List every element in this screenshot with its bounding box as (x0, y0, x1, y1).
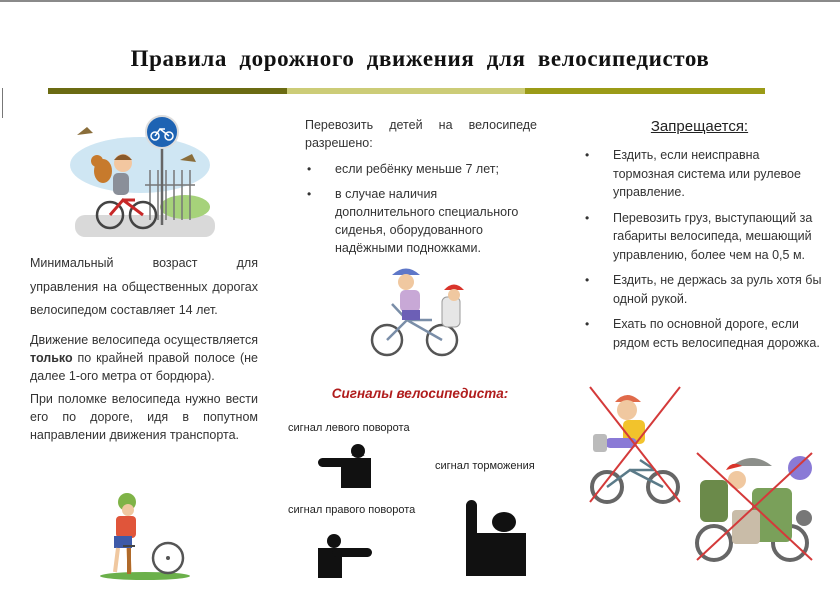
child-transport-intro: Перевозить детей на велосипеде разрешено: (305, 118, 537, 150)
bullet-icon: • (585, 317, 590, 331)
right-lane-text (30, 331, 258, 385)
bullet-icon: • (585, 210, 590, 225)
min-age-paragraph (30, 252, 258, 323)
bullet-icon: • (585, 273, 590, 287)
top-border (0, 0, 840, 2)
list-item (583, 271, 823, 308)
list-item-text: Ездить, не держась за руль хотя бы одной рукой. (613, 273, 822, 306)
bicycle-road-sign (146, 116, 178, 148)
left-turn-signal-icon (318, 442, 374, 488)
min-age-text: Минимальный возраст для управления на общественных дорогах велосипедом составляет 14 лет. (30, 256, 258, 317)
no-hands-forbidden-illustration (585, 382, 685, 507)
bullet-icon: • (307, 162, 312, 176)
cyclist-with-dog-illustration (55, 105, 215, 240)
list-item-text: если ребёнку меньше 7 лет; (335, 162, 499, 176)
right-lane-emphasis: только (30, 351, 73, 365)
breakdown-text: При поломке велосипеда нужно вести его по дороге, идя в попутном направлении движения транспорта. (30, 392, 258, 442)
title-rule-dark (48, 88, 287, 94)
list-item (583, 315, 823, 352)
forbidden-heading: Запрещается: (650, 118, 749, 135)
overloaded-cargo-forbidden-illustration (692, 448, 817, 566)
list-item (305, 160, 537, 178)
right-lane-text-start: Движение велосипеда осуществляется (30, 333, 258, 347)
list-item (305, 185, 537, 257)
signals-heading: Сигналы велосипедиста: (331, 386, 509, 401)
list-item-text: Ехать по основной дороге, если рядом есть велосипедная дорожка. (613, 317, 820, 350)
forbidden-section (583, 146, 823, 359)
braking-label: сигнал торможения (435, 460, 535, 472)
list-item-text: Ездить, если неисправна тормозная система или рулевое управление. (613, 148, 801, 199)
left-turn-label: сигнал левого поворота (288, 422, 410, 434)
page-title: Правила дорожного движения для велосипедистов (130, 46, 710, 71)
left-edge-mark (2, 88, 3, 118)
bullet-icon: • (585, 148, 590, 162)
title-rule-mid (525, 88, 765, 94)
bike-repair-illustration (90, 488, 190, 583)
bullet-icon: • (307, 187, 312, 201)
child-transport-list (305, 160, 537, 257)
right-lane-paragraph (30, 331, 258, 385)
parent-child-bike-illustration (362, 262, 482, 360)
forbidden-list (583, 146, 823, 352)
list-item-text: в случае наличия дополнительного специального сиденья, оборудованного надёжными подножками. (335, 187, 519, 255)
right-turn-signal-icon (318, 532, 374, 578)
list-item (583, 146, 823, 202)
right-lane-text-end: по крайней правой полосе (не далее 1-ого метра от бордюра). (30, 351, 258, 383)
breakdown-paragraph (30, 390, 258, 444)
braking-signal-icon (466, 500, 528, 576)
child-transport-section (305, 116, 537, 264)
title-rule-light (287, 88, 525, 94)
list-item-text: Перевозить груз, выступающий за габариты велосипеда, мешающий управлению, более чем на 0,5 м. (613, 210, 813, 262)
right-turn-label: сигнал правого поворота (288, 504, 416, 516)
list-item (583, 209, 823, 265)
